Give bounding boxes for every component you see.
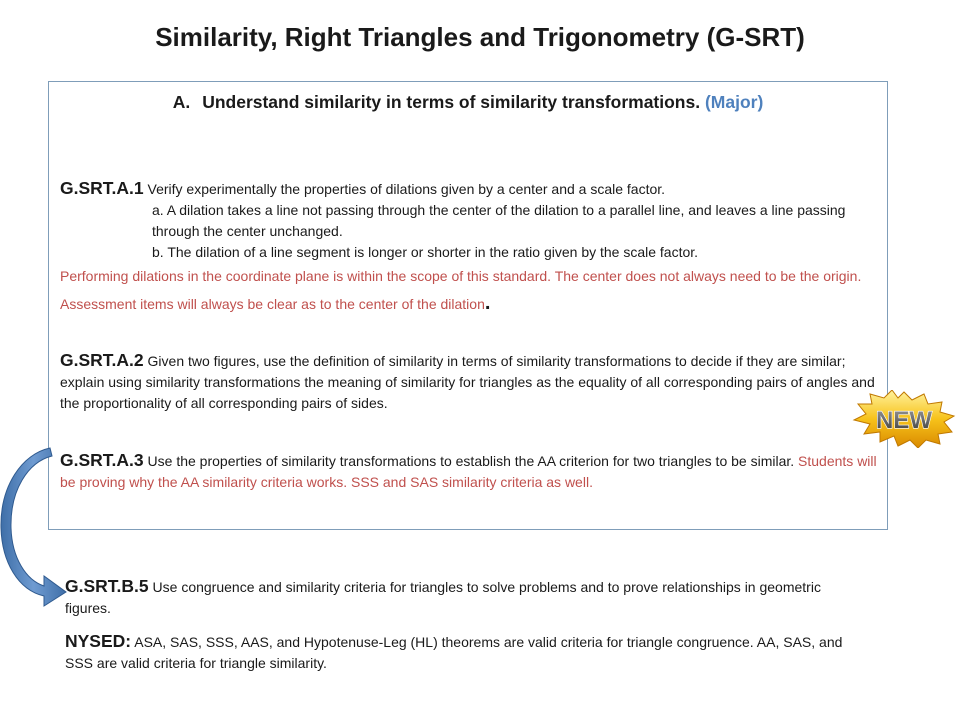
curved-arrow-icon: [0, 440, 70, 610]
standard-b5: [65, 576, 865, 619]
standard-a2: [60, 350, 878, 414]
cluster-heading: [49, 92, 887, 113]
standard-a3: [60, 450, 878, 493]
standard-b5-code: G.SRT.B.5: [65, 576, 149, 596]
cluster-letter: A.: [172, 92, 191, 112]
standard-a1-sub-a: a. A dilation takes a line not passing through the center of the dilation to a parallel line, and leaves a line passing through the center unchanged.: [152, 202, 846, 239]
standard-a1-note-end: .: [484, 292, 491, 314]
standard-a2-code: G.SRT.A.2: [60, 350, 144, 370]
standard-a1: [60, 178, 878, 318]
badge-text: NEW: [876, 407, 932, 434]
standard-a1-note: Performing dilations in the coordinate plane is within the scope of this standard. The center does not always need to be the origin. Assessment items will always be clear as to the center of the dilation: [60, 268, 862, 312]
standard-a1-sub-b: b. The dilation of a line segment is longer or shorter in the ratio given by the scale factor.: [152, 244, 699, 260]
nysed-note: [65, 631, 865, 674]
slide-title: Similarity, Right Triangles and Trigonometry (G-SRT): [155, 22, 805, 52]
standard-a1-text: Verify experimentally the properties of dilations given by a center and a scale factor.: [147, 181, 666, 197]
standard-b5-text: Use congruence and similarity criteria for triangles to solve problems and to prove relationships in geometric figures.: [65, 579, 821, 616]
standard-a2-text: Given two figures, use the definition of similarity in terms of similarity transformations to decide if they are similar; explain using similarity transformations the meaning of similarity for triangles as the equality of all corresponding pairs of angles and the proportionality of all corresponding pairs of sides.: [60, 353, 875, 411]
standard-a3-note: Students will be proving why the AA similarity criteria works. SSS and SAS similarity criteria as well.: [60, 453, 877, 490]
nysed-text: ASA, SAS, SSS, AAS, and Hypotenuse-Leg (HL) theorems are valid criteria for triangle congruence. AA, SAS, and SSS are valid criteria for triangle similarity.: [65, 634, 843, 671]
standard-a3-text: Use the properties of similarity transformations to establish the AA criterion for two triangles to be similar.: [147, 453, 795, 469]
standard-a1-code: G.SRT.A.1: [60, 178, 144, 198]
standard-a3-code: G.SRT.A.3: [60, 450, 144, 470]
new-starburst-icon: [852, 390, 956, 448]
cluster-a-box: [48, 81, 888, 530]
arrow-shaft: [1, 448, 66, 606]
nysed-label: NYSED:: [65, 631, 132, 651]
cluster-heading-text: Understand similarity in terms of similarity transformations.: [202, 92, 701, 112]
cluster-tag: (Major): [704, 92, 764, 112]
